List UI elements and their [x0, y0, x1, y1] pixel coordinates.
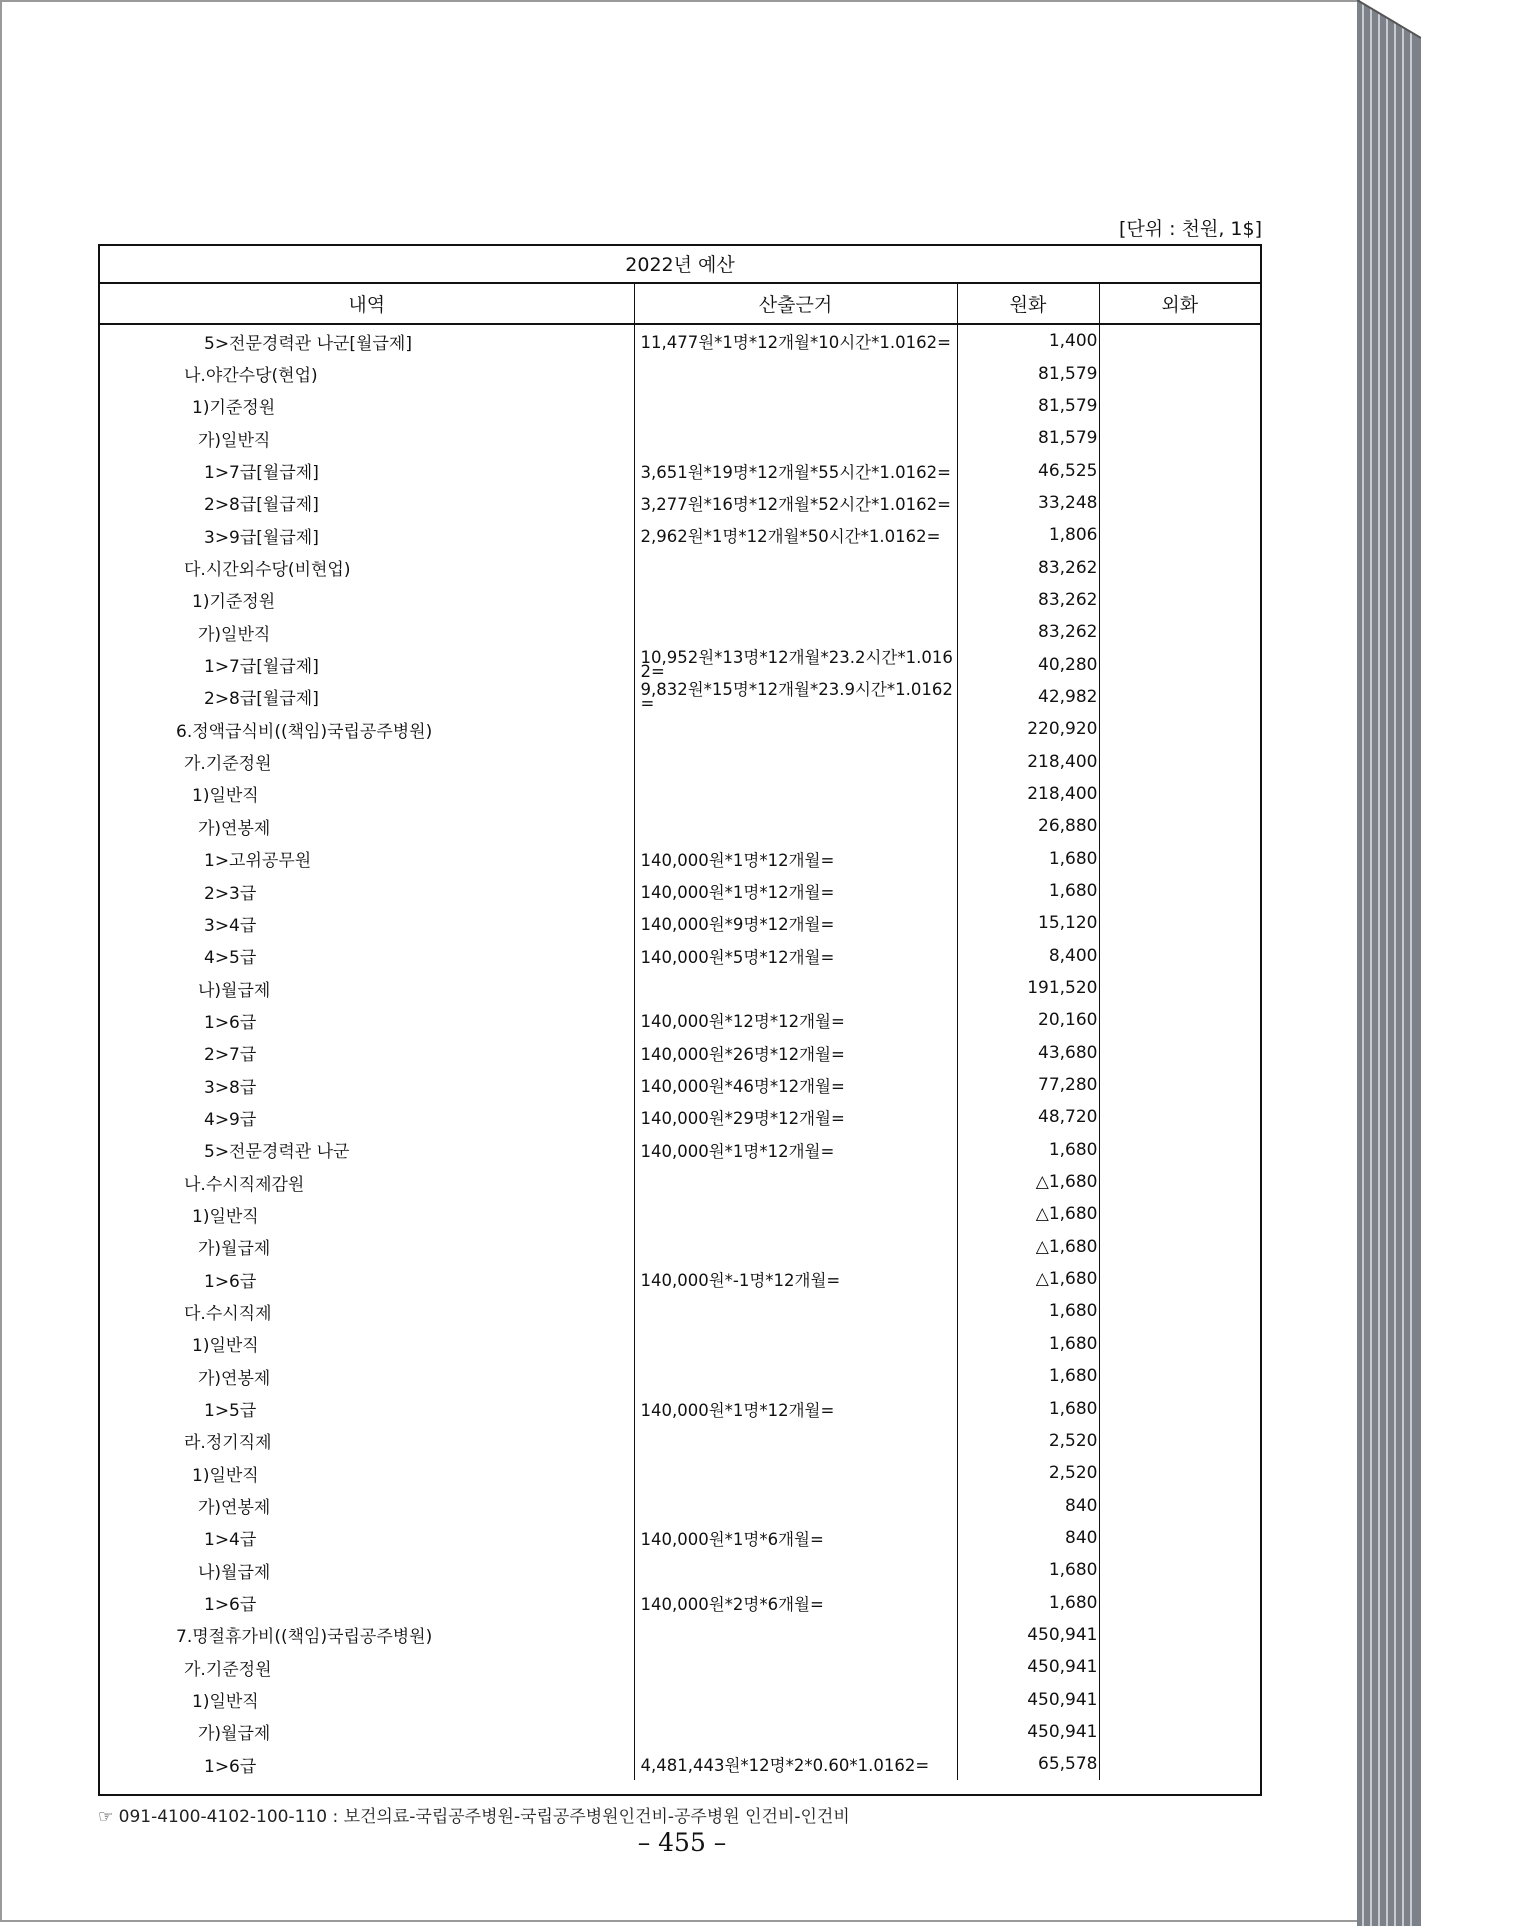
row-fx	[1099, 1198, 1260, 1230]
row-basis	[634, 551, 957, 583]
row-fx	[1099, 1037, 1260, 1069]
row-basis: 140,000원*1명*6개월=	[634, 1522, 957, 1554]
row-item: 가)연봉제	[100, 810, 634, 842]
row-item: 4>9급	[100, 1101, 634, 1133]
row-item: 6.정액급식비((책임)국립공주병원)	[100, 713, 634, 745]
row-krw: △1,680	[957, 1263, 1099, 1295]
row-krw: 33,248	[957, 487, 1099, 519]
row-fx	[1099, 1328, 1260, 1360]
row-basis	[634, 1457, 957, 1489]
row-basis: 11,477원*1명*12개월*10시간*1.0162=	[634, 324, 957, 357]
row-fx	[1099, 681, 1260, 713]
table-row	[100, 1748, 1260, 1780]
table-row	[100, 778, 1260, 810]
row-basis: 140,000원*-1명*12개월=	[634, 1263, 957, 1295]
row-basis	[634, 1683, 957, 1715]
row-item: 1)일반직	[100, 1198, 634, 1230]
row-basis	[634, 1360, 957, 1392]
column-header-fx: 외화	[1099, 284, 1260, 324]
column-header-krw: 원화	[957, 284, 1099, 324]
row-basis: 140,000원*5명*12개월=	[634, 940, 957, 972]
row-krw: 1,680	[957, 1554, 1099, 1586]
row-basis: 10,952원*13명*12개월*23.2시간*1.0162=	[634, 648, 957, 680]
row-basis: 3,651원*19명*12개월*55시간*1.0162=	[634, 454, 957, 486]
row-item: 5>전문경력관 나군[월급제]	[100, 324, 634, 357]
row-item: 2>3급	[100, 875, 634, 907]
budget-table-grid	[100, 284, 1260, 1780]
row-krw: 81,579	[957, 357, 1099, 389]
row-fx	[1099, 1425, 1260, 1457]
row-fx	[1099, 1231, 1260, 1263]
row-fx	[1099, 616, 1260, 648]
row-item: 1>6급	[100, 1586, 634, 1618]
row-item: 라.정기직제	[100, 1425, 634, 1457]
table-row	[100, 390, 1260, 422]
table-row	[100, 843, 1260, 875]
row-item: 3>9급[월급제]	[100, 519, 634, 551]
row-item: 1>7급[월급제]	[100, 454, 634, 486]
row-basis	[634, 584, 957, 616]
row-fx	[1099, 810, 1260, 842]
table-row	[100, 1425, 1260, 1457]
row-fx	[1099, 1295, 1260, 1327]
row-fx	[1099, 357, 1260, 389]
row-krw: 43,680	[957, 1037, 1099, 1069]
table-row	[100, 972, 1260, 1004]
row-fx	[1099, 1166, 1260, 1198]
table-row	[100, 648, 1260, 680]
row-item: 1)일반직	[100, 778, 634, 810]
table-row	[100, 1166, 1260, 1198]
row-basis: 4,481,443원*12명*2*0.60*1.0162=	[634, 1748, 957, 1780]
footer-note: ☞ 091-4100-4102-100-110 : 보건의료-국립공주병원-국립공주병원인건비-공주병원 인건비-인건비	[98, 1807, 850, 1827]
row-item: 가)일반직	[100, 422, 634, 454]
row-krw: 1,680	[957, 1134, 1099, 1166]
row-basis	[634, 778, 957, 810]
row-krw: 1,806	[957, 519, 1099, 551]
column-header-basis: 산출근거	[634, 284, 957, 324]
row-item: 나.야간수당(현업)	[100, 357, 634, 389]
row-krw: 450,941	[957, 1716, 1099, 1748]
table-row	[100, 1198, 1260, 1230]
row-krw: 83,262	[957, 584, 1099, 616]
row-krw: 218,400	[957, 745, 1099, 777]
row-krw: 1,680	[957, 1328, 1099, 1360]
row-krw: 218,400	[957, 778, 1099, 810]
row-fx	[1099, 1683, 1260, 1715]
row-basis: 140,000원*46명*12개월=	[634, 1069, 957, 1101]
table-row	[100, 907, 1260, 939]
row-fx	[1099, 519, 1260, 551]
row-krw: △1,680	[957, 1198, 1099, 1230]
row-basis	[634, 972, 957, 1004]
row-krw: 1,680	[957, 1360, 1099, 1392]
row-basis	[634, 357, 957, 389]
table-row	[100, 1134, 1260, 1166]
row-krw: △1,680	[957, 1231, 1099, 1263]
table-row	[100, 454, 1260, 486]
row-fx	[1099, 1392, 1260, 1424]
row-krw: 1,680	[957, 1295, 1099, 1327]
table-row	[100, 745, 1260, 777]
row-item: 1)일반직	[100, 1683, 634, 1715]
table-row	[100, 616, 1260, 648]
row-krw: 26,880	[957, 810, 1099, 842]
table-row	[100, 940, 1260, 972]
row-basis	[634, 1231, 957, 1263]
row-krw: 83,262	[957, 616, 1099, 648]
row-basis: 140,000원*1명*12개월=	[634, 1134, 957, 1166]
row-krw: 1,680	[957, 843, 1099, 875]
row-fx	[1099, 745, 1260, 777]
row-fx	[1099, 1554, 1260, 1586]
row-basis	[634, 745, 957, 777]
row-krw: 450,941	[957, 1651, 1099, 1683]
row-fx	[1099, 940, 1260, 972]
row-basis: 2,962원*1명*12개월*50시간*1.0162=	[634, 519, 957, 551]
row-basis	[634, 713, 957, 745]
table-row	[100, 357, 1260, 389]
row-basis: 140,000원*1명*12개월=	[634, 843, 957, 875]
row-item: 다.시간외수당(비현업)	[100, 551, 634, 583]
row-fx	[1099, 1069, 1260, 1101]
row-krw: 15,120	[957, 907, 1099, 939]
row-item: 1)일반직	[100, 1457, 634, 1489]
row-item: 가)일반직	[100, 616, 634, 648]
row-item: 2>8급[월급제]	[100, 681, 634, 713]
table-row	[100, 551, 1260, 583]
table-row	[100, 1069, 1260, 1101]
row-item: 3>4급	[100, 907, 634, 939]
table-row	[100, 810, 1260, 842]
table-row	[100, 1716, 1260, 1748]
table-row	[100, 1295, 1260, 1327]
row-basis: 140,000원*2명*6개월=	[634, 1586, 957, 1618]
row-fx	[1099, 843, 1260, 875]
row-krw: 1,680	[957, 1392, 1099, 1424]
row-krw: 40,280	[957, 648, 1099, 680]
row-basis: 140,000원*12명*12개월=	[634, 1004, 957, 1036]
row-item: 3>8급	[100, 1069, 634, 1101]
row-item: 1>4급	[100, 1522, 634, 1554]
table-row	[100, 1328, 1260, 1360]
table-row	[100, 584, 1260, 616]
row-krw: 1,400	[957, 324, 1099, 357]
row-fx	[1099, 1716, 1260, 1748]
row-fx	[1099, 584, 1260, 616]
row-fx	[1099, 1489, 1260, 1521]
row-krw: 65,578	[957, 1748, 1099, 1780]
row-krw: △1,680	[957, 1166, 1099, 1198]
row-fx	[1099, 1360, 1260, 1392]
row-basis: 140,000원*1명*12개월=	[634, 1392, 957, 1424]
row-basis: 140,000원*9명*12개월=	[634, 907, 957, 939]
table-row	[100, 681, 1260, 713]
table-row	[100, 875, 1260, 907]
row-fx	[1099, 648, 1260, 680]
row-item: 1)기준정원	[100, 584, 634, 616]
table-row	[100, 1586, 1260, 1618]
row-basis: 9,832원*15명*12개월*23.9시간*1.0162=	[634, 681, 957, 713]
table-row	[100, 1231, 1260, 1263]
table-row	[100, 1554, 1260, 1586]
table-caption: 2022년 예산	[100, 246, 1260, 284]
row-fx	[1099, 972, 1260, 1004]
table-row	[100, 519, 1260, 551]
row-item: 1>고위공무원	[100, 843, 634, 875]
table-row	[100, 1683, 1260, 1715]
row-krw: 1,680	[957, 875, 1099, 907]
row-basis	[634, 1425, 957, 1457]
row-item: 가)월급제	[100, 1231, 634, 1263]
row-basis	[634, 1716, 957, 1748]
row-fx	[1099, 907, 1260, 939]
row-fx	[1099, 1586, 1260, 1618]
table-row	[100, 1392, 1260, 1424]
row-basis	[634, 1328, 957, 1360]
row-krw: 220,920	[957, 713, 1099, 745]
row-krw: 840	[957, 1489, 1099, 1521]
table-row	[100, 1004, 1260, 1036]
row-krw: 1,680	[957, 1586, 1099, 1618]
row-item: 7.명절휴가비((책임)국립공주병원)	[100, 1619, 634, 1651]
row-basis	[634, 1166, 957, 1198]
row-item: 4>5급	[100, 940, 634, 972]
unit-note: [단위 : 천원, 1$]	[1119, 218, 1262, 240]
page-number: – 455 –	[637, 1828, 727, 1857]
table-row	[100, 422, 1260, 454]
table-row	[100, 1101, 1260, 1133]
row-fx	[1099, 551, 1260, 583]
row-basis: 140,000원*29명*12개월=	[634, 1101, 957, 1133]
table-row	[100, 1522, 1260, 1554]
row-krw: 83,262	[957, 551, 1099, 583]
row-krw: 450,941	[957, 1619, 1099, 1651]
table-row	[100, 713, 1260, 745]
row-basis	[634, 422, 957, 454]
row-item: 가)연봉제	[100, 1489, 634, 1521]
row-item: 가.기준정원	[100, 1651, 634, 1683]
row-fx	[1099, 1004, 1260, 1036]
row-fx	[1099, 1134, 1260, 1166]
row-fx	[1099, 778, 1260, 810]
row-krw: 2,520	[957, 1457, 1099, 1489]
row-fx	[1099, 390, 1260, 422]
row-fx	[1099, 1748, 1260, 1780]
row-item: 1)일반직	[100, 1328, 634, 1360]
table-row	[100, 1263, 1260, 1295]
table-body	[100, 324, 1260, 1780]
row-item: 1>6급	[100, 1004, 634, 1036]
row-basis	[634, 1554, 957, 1586]
row-basis	[634, 1198, 957, 1230]
row-item: 2>8급[월급제]	[100, 487, 634, 519]
row-krw: 42,982	[957, 681, 1099, 713]
table-row	[100, 1651, 1260, 1683]
row-basis: 140,000원*1명*12개월=	[634, 875, 957, 907]
row-fx	[1099, 1263, 1260, 1295]
row-item: 나)월급제	[100, 972, 634, 1004]
row-basis	[634, 616, 957, 648]
table-header-row	[100, 284, 1260, 324]
row-krw: 81,579	[957, 422, 1099, 454]
table-row	[100, 1457, 1260, 1489]
row-fx	[1099, 487, 1260, 519]
row-basis	[634, 1295, 957, 1327]
row-fx	[1099, 1457, 1260, 1489]
row-krw: 191,520	[957, 972, 1099, 1004]
row-krw: 8,400	[957, 940, 1099, 972]
row-basis: 3,277원*16명*12개월*52시간*1.0162=	[634, 487, 957, 519]
column-header-item: 내역	[100, 284, 634, 324]
row-krw: 840	[957, 1522, 1099, 1554]
row-basis	[634, 810, 957, 842]
row-fx	[1099, 324, 1260, 357]
row-basis	[634, 390, 957, 422]
row-fx	[1099, 454, 1260, 486]
row-krw: 46,525	[957, 454, 1099, 486]
row-fx	[1099, 875, 1260, 907]
row-basis	[634, 1651, 957, 1683]
row-krw: 77,280	[957, 1069, 1099, 1101]
row-item: 1>5급	[100, 1392, 634, 1424]
row-krw: 20,160	[957, 1004, 1099, 1036]
row-fx	[1099, 422, 1260, 454]
table-row	[100, 487, 1260, 519]
budget-table	[98, 244, 1262, 1796]
row-krw: 48,720	[957, 1101, 1099, 1133]
table-row	[100, 1619, 1260, 1651]
row-basis	[634, 1619, 957, 1651]
row-item: 1>6급	[100, 1748, 634, 1780]
row-item: 가)연봉제	[100, 1360, 634, 1392]
row-item: 2>7급	[100, 1037, 634, 1069]
page-stack-edge	[1357, 0, 1421, 1926]
row-fx	[1099, 1651, 1260, 1683]
table-row	[100, 1037, 1260, 1069]
row-fx	[1099, 1619, 1260, 1651]
row-item: 1)기준정원	[100, 390, 634, 422]
row-item: 가.기준정원	[100, 745, 634, 777]
row-item: 다.수시직제	[100, 1295, 634, 1327]
row-fx	[1099, 713, 1260, 745]
row-item: 1>6급	[100, 1263, 634, 1295]
table-row	[100, 1360, 1260, 1392]
row-basis	[634, 1489, 957, 1521]
row-fx	[1099, 1101, 1260, 1133]
row-item: 5>전문경력관 나군	[100, 1134, 634, 1166]
row-krw: 450,941	[957, 1683, 1099, 1715]
row-basis: 140,000원*26명*12개월=	[634, 1037, 957, 1069]
table-row	[100, 324, 1260, 357]
table-row	[100, 1489, 1260, 1521]
row-item: 나)월급제	[100, 1554, 634, 1586]
row-krw: 2,520	[957, 1425, 1099, 1457]
row-item: 나.수시직제감원	[100, 1166, 634, 1198]
row-item: 가)월급제	[100, 1716, 634, 1748]
row-fx	[1099, 1522, 1260, 1554]
row-item: 1>7급[월급제]	[100, 648, 634, 680]
row-krw: 81,579	[957, 390, 1099, 422]
